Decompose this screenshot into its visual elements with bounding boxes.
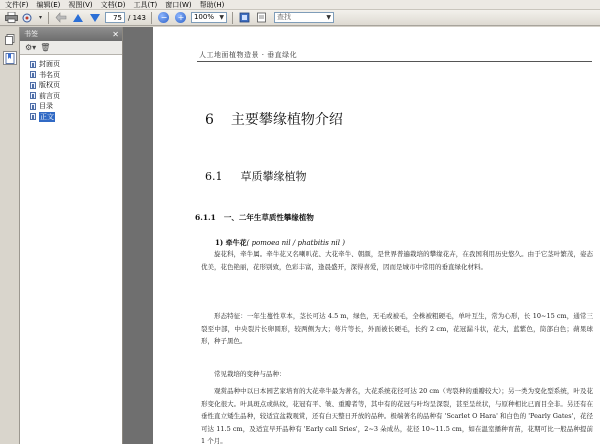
subsection-title-text: 一、二年生草质性攀缘植物 <box>223 213 314 222</box>
zoom-out-icon: − <box>158 12 169 23</box>
bookmarks-toolbar <box>20 41 122 55</box>
section-title-text: 草质攀缘植物 <box>240 170 307 183</box>
search-input[interactable] <box>274 12 334 23</box>
previous-page-button[interactable] <box>71 11 85 24</box>
page-number-input[interactable] <box>105 12 125 23</box>
menu-window[interactable]: 窗口(W) <box>165 0 192 9</box>
pages-panel-button[interactable] <box>3 32 17 46</box>
panel-splitter[interactable] <box>123 27 153 444</box>
pages-icon <box>5 34 15 45</box>
running-head: 人工地面植物造景 · 垂直绿化 <box>199 51 298 59</box>
down-arrow-icon <box>90 14 100 22</box>
bookmark-item[interactable] <box>30 70 122 81</box>
menu-document[interactable]: 文档(D) <box>100 0 126 9</box>
body-paragraph: 常见栽培的变种与品种： <box>214 370 286 378</box>
menu-edit[interactable]: 编辑(E) <box>36 0 61 9</box>
menu-file[interactable]: 文件(F) <box>5 0 29 9</box>
toolbar-separator <box>48 12 49 24</box>
zoom-in-button[interactable] <box>174 11 188 24</box>
bookmark-item-selected[interactable] <box>30 112 122 123</box>
bookmarks-panel <box>20 27 123 444</box>
section-number: 6.1 <box>205 170 223 183</box>
navigation-strip <box>0 27 20 444</box>
body-paragraph: 观赏品种中以日本园艺家培育的大花牵牛最为著名，大花系统花径可达 20 cm（弯裂种的重瓣较大）；另一类为变化型系统，叶及花形变化很大。叶具斑点或纵纹，花冠有平、皱、重瓣者等，其中有的花冠与叶均呈深裂，甚至呈丝状，与原种相比已面目全非。另还有在垂性直立矮生品种，较适宜盆栽观赏，还有白天整日开放的品种。极端著名的品种有 'Scarlet O Hara' 和白色的 'Pearly Gates'，花径可达 11.5 cm，及适宜早开品种有 'Early call Sries'，2~3 朵成丛，花径 10~11.5 cm，如在温室播种育苗，花期可比一般品种提前 1 个月。 <box>201 387 593 444</box>
options-icon[interactable]: ⚙▾ <box>25 43 37 52</box>
back-arrow-icon <box>55 12 67 23</box>
toolbar-separator <box>151 12 152 24</box>
tools-button[interactable] <box>21 11 35 24</box>
species-latin: ( pomoea nil / phatbitis nil ) <box>246 239 345 247</box>
zoom-select[interactable] <box>191 12 227 23</box>
menu-bar <box>0 0 600 10</box>
toolbar <box>0 10 600 26</box>
zoom-value: 100% <box>193 13 214 21</box>
bookmark-page-icon <box>30 103 36 110</box>
close-icon[interactable]: ✕ <box>112 29 119 39</box>
bookmark-page-icon <box>30 92 36 99</box>
subsection-number: 6.1.1 <box>195 213 216 222</box>
bookmark-page-icon <box>30 113 36 120</box>
header-rule <box>197 61 592 62</box>
bookmarks-title: 书签 <box>24 30 38 38</box>
bookmark-label: 目录 <box>39 102 53 111</box>
subsection-title <box>195 212 314 223</box>
menu-view[interactable]: 视图(V) <box>68 0 93 9</box>
zoom-out-button[interactable] <box>157 11 171 24</box>
zoom-in-icon: + <box>175 12 186 23</box>
back-button[interactable] <box>54 11 68 24</box>
bookmark-icon <box>5 53 15 64</box>
bookmarks-panel-button[interactable] <box>3 51 17 65</box>
document-page <box>153 27 600 444</box>
bookmark-label: 正文 <box>40 112 54 121</box>
chapter-number: 6 <box>205 112 214 128</box>
bookmark-item[interactable] <box>30 59 122 70</box>
bookmark-label: 书名页 <box>39 70 60 79</box>
bookmark-item[interactable] <box>30 101 122 112</box>
menu-help[interactable]: 帮助(H) <box>199 0 225 9</box>
chapter-title-text: 主要攀缘植物介绍 <box>230 112 343 128</box>
page-total: / 143 <box>128 13 146 22</box>
bookmark-label: 封面页 <box>39 60 60 69</box>
next-page-button[interactable] <box>88 11 102 24</box>
delete-bookmark-icon[interactable]: 🗑 <box>40 43 51 52</box>
chevron-down-icon: ▼ <box>326 14 331 21</box>
species-number: 1) <box>215 238 224 247</box>
bookmark-page-icon <box>30 61 36 68</box>
bookmark-label: 版权页 <box>39 81 60 90</box>
printer-icon <box>5 12 18 23</box>
search-placeholder: 查找 <box>276 13 291 21</box>
body-paragraph: 旋花科，牵牛属。牵牛花又名喇叭花、大花牵牛、朝颜，是世界普遍栽培的攀缘花卉，在我国利用历史悠久。由于它茎叶繁茂，姿态优美，花色艳丽，花形别致，色彩丰富，逢晨盛开，深得喜爱，因而是城市中常用的垂直绿化材料。 <box>201 250 593 271</box>
wrench-icon <box>22 12 34 24</box>
up-arrow-icon <box>73 14 83 22</box>
bookmark-item[interactable] <box>30 91 122 102</box>
body-paragraph: 形态特征：一年生蔓性草本，茎长可达 4.5 m，绿色，无毛或被毛，全株被粗硬毛，单叶互生，常为心形，长 10~15 cm，通常三裂至中部，中央裂片长卵圆形，较两侧为大；萼片等长，外面被长硬毛，长约 2 cm，花冠漏斗状，花大，蓝紫色，筒部白色；蒴果球形，种子黑色。 <box>201 312 593 345</box>
toolbar-separator <box>232 12 233 24</box>
bookmark-item[interactable] <box>30 80 122 91</box>
species-name: 牵牛花 <box>225 238 247 247</box>
single-page-button[interactable] <box>238 11 252 24</box>
bookmark-label: 前言页 <box>39 91 60 100</box>
bookmarks-header <box>20 27 122 41</box>
fit-page-icon <box>256 12 267 23</box>
dropdown-arrow[interactable]: ▾ <box>38 14 42 21</box>
species-heading <box>215 238 345 248</box>
menu-tools[interactable]: 工具(T) <box>133 0 158 9</box>
bookmark-list <box>20 55 122 122</box>
chapter-title <box>205 109 343 129</box>
bookmark-page-icon <box>30 71 36 78</box>
fit-width-button[interactable] <box>255 11 269 24</box>
chevron-down-icon: ▼ <box>219 14 224 21</box>
bookmark-page-icon <box>30 82 36 89</box>
section-title <box>205 168 307 184</box>
print-button[interactable] <box>4 11 18 24</box>
page-view-icon <box>239 12 250 23</box>
